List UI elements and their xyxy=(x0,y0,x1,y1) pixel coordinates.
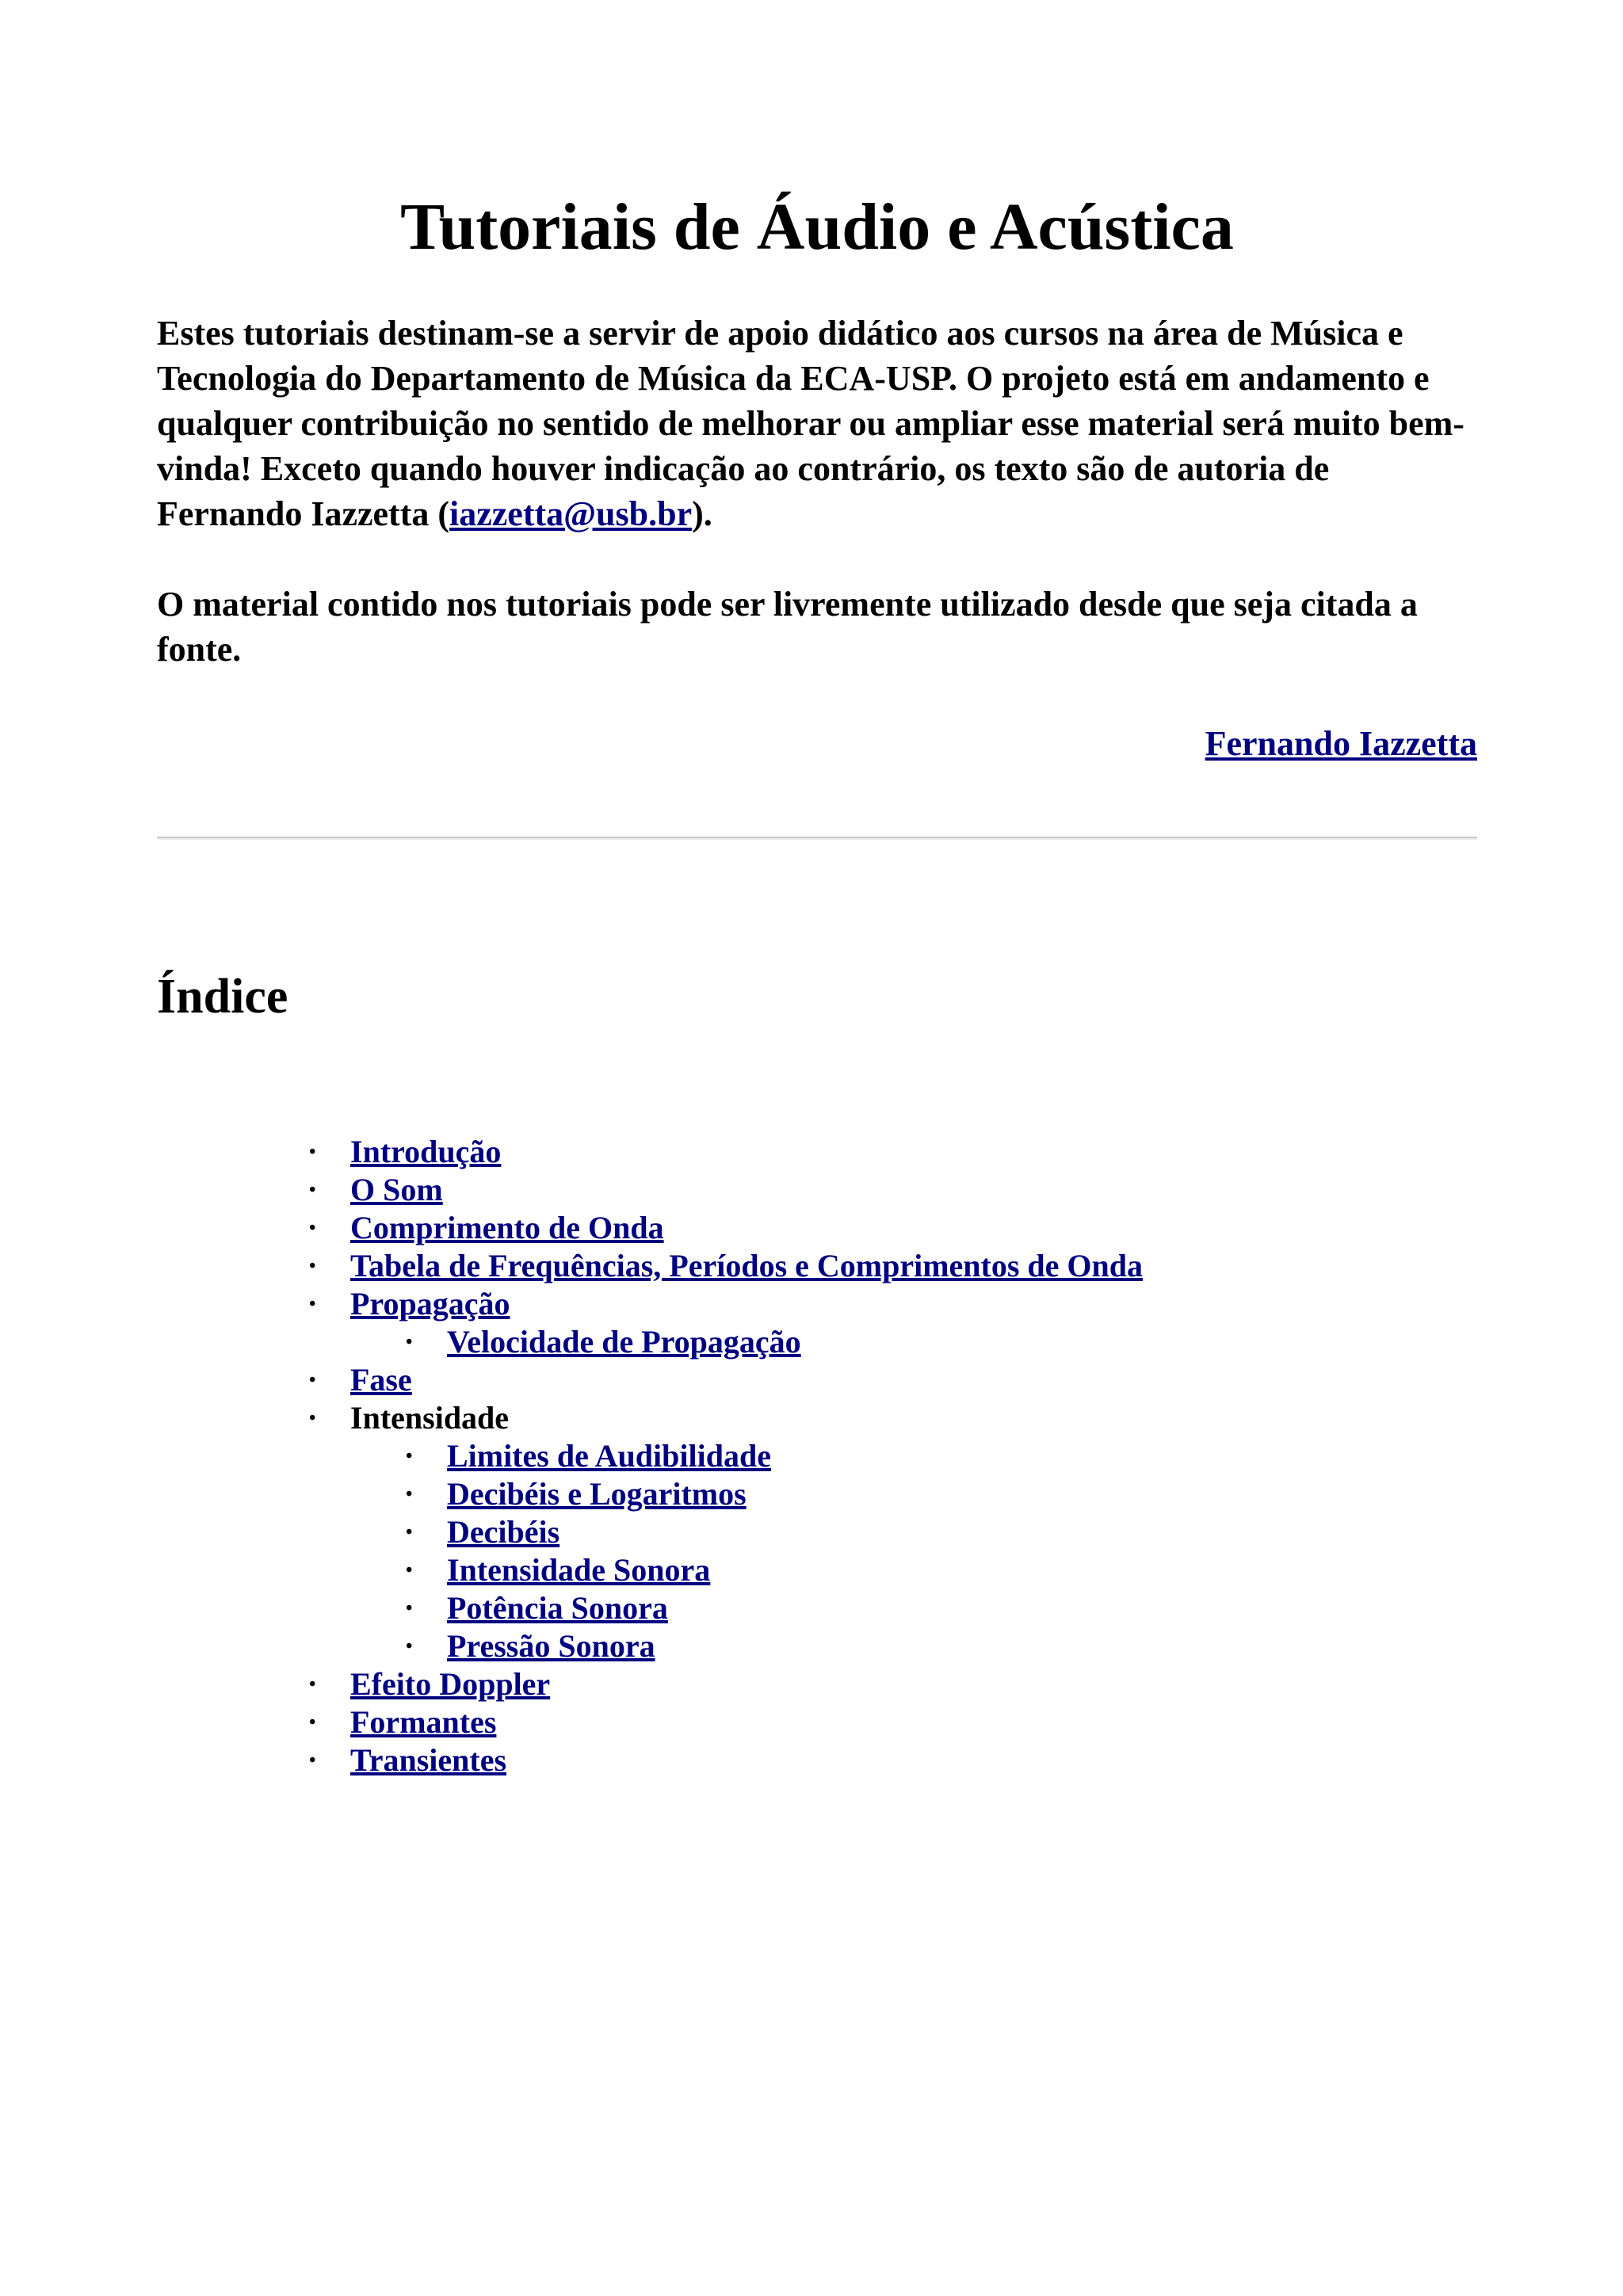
bullet-icon: • xyxy=(309,1712,316,1733)
bullet-icon: • xyxy=(406,1484,413,1505)
bullet-icon: • xyxy=(309,1142,316,1162)
list-item xyxy=(309,1399,1143,1437)
bullet-icon: • xyxy=(309,1408,316,1428)
list-item xyxy=(406,1437,1143,1475)
index-link-velocidade-de-propagacao[interactable]: Velocidade de Propagação xyxy=(447,1324,801,1360)
index-heading: Índice xyxy=(157,970,288,1024)
list-item xyxy=(406,1627,1143,1665)
bullet-icon: • xyxy=(406,1522,413,1543)
list-item xyxy=(309,1741,1143,1779)
bullet-icon: • xyxy=(406,1560,413,1581)
index-link-o-som[interactable]: O Som xyxy=(350,1172,443,1207)
usage-paragraph: O material contido nos tutoriais pode ser livremente utilizado desde que seja citada a fonte. xyxy=(157,585,1418,669)
list-item xyxy=(406,1475,1143,1513)
author-signature xyxy=(1205,721,1477,766)
list-item xyxy=(309,1703,1143,1741)
author-link[interactable]: Fernando Iazzetta xyxy=(1205,724,1477,763)
index-link-efeito-doppler[interactable]: Efeito Doppler xyxy=(350,1666,551,1702)
bullet-icon: • xyxy=(309,1218,316,1238)
index-link-comprimento-de-onda[interactable]: Comprimento de Onda xyxy=(350,1210,664,1245)
bullet-icon: • xyxy=(406,1332,413,1352)
index-link-transientes[interactable]: Transientes xyxy=(350,1742,507,1778)
index-link-tabela[interactable]: Tabela de Frequências, Períodos e Comprimentos de Onda xyxy=(350,1248,1144,1283)
index-link-decibeis[interactable]: Decibéis xyxy=(447,1514,560,1550)
index-link-fase[interactable]: Fase xyxy=(350,1362,412,1398)
index-label-intensidade: Intensidade xyxy=(350,1400,510,1436)
bullet-icon: • xyxy=(309,1750,316,1771)
bullet-icon: • xyxy=(309,1294,316,1314)
bullet-icon: • xyxy=(309,1256,316,1276)
intro-text: Estes tutoriais destinam-se a servir de apoio didático aos cursos na área de Música e Tecnologia do Departamento de Música da ECA-USP. O projeto está em andamento e qualquer contribuição no sentido de melhorar ou ampliar esse material será muito bem-vinda! Exceto quando houver indicação ao contrário, os texto são de autoria de Fernando Iazzetta ( xyxy=(157,314,1465,533)
bullet-icon: • xyxy=(406,1598,413,1619)
index-link-pressao-sonora[interactable]: Pressão Sonora xyxy=(447,1628,655,1664)
bullet-icon: • xyxy=(406,1636,413,1657)
index-link-formantes[interactable]: Formantes xyxy=(350,1704,497,1740)
list-item xyxy=(309,1209,1143,1247)
index-link-limites-de-audibilidade[interactable]: Limites de Audibilidade xyxy=(447,1438,771,1474)
list-item xyxy=(406,1551,1143,1589)
index-link-introducao[interactable]: Introdução xyxy=(350,1134,502,1169)
horizontal-divider xyxy=(157,837,1477,840)
intro-paragraph xyxy=(157,311,1477,536)
index-link-potencia-sonora[interactable]: Potência Sonora xyxy=(447,1590,668,1626)
page-title: Tutoriais de Áudio e Acústica xyxy=(400,190,1234,264)
list-item xyxy=(406,1589,1143,1627)
list-item xyxy=(309,1361,1143,1399)
index-list xyxy=(309,1133,1144,1779)
list-item xyxy=(406,1323,1143,1361)
list-item xyxy=(309,1247,1144,1285)
index-link-intensidade-sonora[interactable]: Intensidade Sonora xyxy=(447,1552,711,1588)
email-link[interactable]: iazzetta@usb.br xyxy=(449,494,693,533)
list-item xyxy=(309,1171,1143,1209)
list-item xyxy=(406,1513,1143,1551)
index-link-decibeis-e-logaritmos[interactable]: Decibéis e Logaritmos xyxy=(447,1476,747,1512)
bullet-icon: • xyxy=(309,1674,316,1695)
list-item xyxy=(309,1285,1143,1323)
bullet-icon: • xyxy=(309,1370,316,1390)
bullet-icon: • xyxy=(309,1180,316,1200)
intro-text-end: ). xyxy=(692,494,712,533)
list-item xyxy=(309,1133,1143,1171)
index-link-propagacao[interactable]: Propagação xyxy=(350,1286,510,1322)
list-item xyxy=(309,1665,1143,1703)
bullet-icon: • xyxy=(406,1446,413,1466)
